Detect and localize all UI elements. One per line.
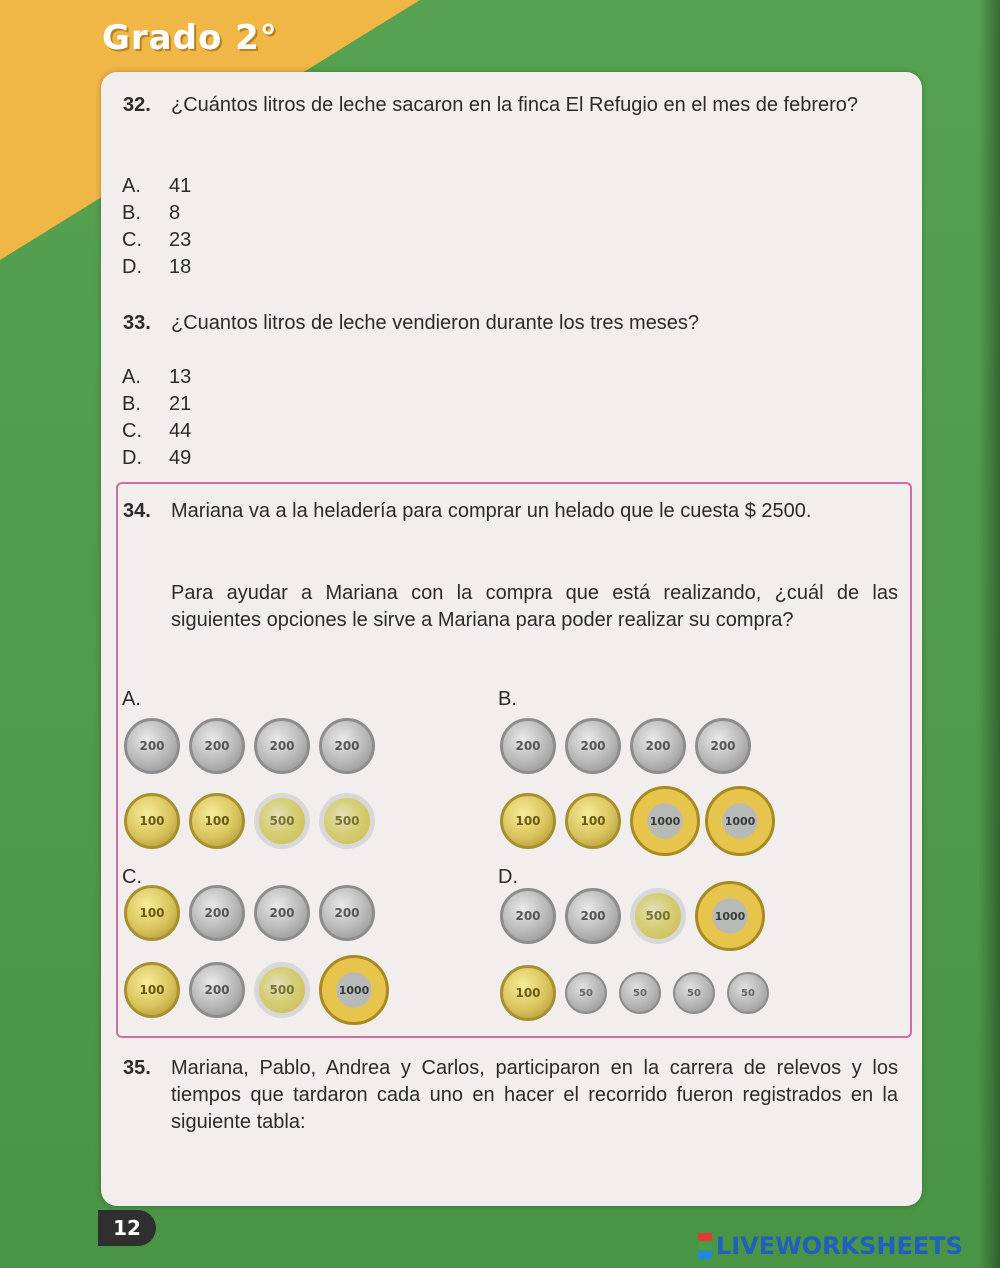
- liveworksheets-logo: [698, 1232, 963, 1260]
- watermark-text: LIVEWORKSHEETS: [716, 1232, 963, 1260]
- coin-200-icon: 200: [500, 888, 556, 944]
- coin-100-icon: 100: [124, 885, 180, 941]
- option-c-label[interactable]: C.: [122, 866, 142, 888]
- coin-200-icon: 200: [254, 885, 310, 941]
- option-d-label[interactable]: D.: [498, 866, 518, 888]
- coin-200-icon: 200: [189, 962, 245, 1018]
- question-text: ¿Cuántos litros de leche sacaron en la finca El Refugio en el mes de febrero?: [171, 94, 859, 116]
- coin-1000-icon: 1000: [319, 955, 389, 1025]
- coin-1000-icon: 1000: [630, 786, 700, 856]
- coin-500-icon: 500: [319, 793, 375, 849]
- coin-50-icon: 50: [565, 972, 607, 1014]
- question-text: Mariana va a la heladería para comprar un helado que le cuesta $ 2500.: [171, 500, 812, 522]
- coin-100-icon: 100: [189, 793, 245, 849]
- question-number: 34.: [123, 500, 151, 522]
- coin-200-icon: 200: [695, 718, 751, 774]
- coin-200-icon: 200: [565, 718, 621, 774]
- coin-200-icon: 200: [319, 718, 375, 774]
- question-text: Para ayudar a Mariana con la compra que está realizando, ¿cuál de las siguientes opciones le sirve a Mariana para poder realizar su compra?: [171, 582, 898, 631]
- question-number: 33.: [123, 312, 151, 334]
- question-33: [123, 310, 898, 340]
- question-number: 32.: [123, 94, 151, 116]
- coin-200-icon: 200: [630, 718, 686, 774]
- question-number: 35.: [123, 1057, 151, 1079]
- coin-200-icon: 200: [189, 718, 245, 774]
- coin-100-icon: 100: [124, 793, 180, 849]
- coin-1000-icon: 1000: [695, 881, 765, 951]
- option-a-label[interactable]: A.: [122, 688, 141, 710]
- coin-200-icon: 200: [565, 888, 621, 944]
- coin-100-icon: 100: [500, 793, 556, 849]
- coin-1000-icon: 1000: [705, 786, 775, 856]
- question-34-prompt: [171, 580, 898, 665]
- coin-200-icon: 200: [189, 885, 245, 941]
- coin-200-icon: 200: [319, 885, 375, 941]
- question-35: [123, 1055, 898, 1140]
- question-text: Mariana, Pablo, Andrea y Carlos, participaron en la carrera de relevos y los tiempos que tardaron cada uno en hacer el recorrido fueron registrados en la siguiente tabla:: [171, 1057, 898, 1133]
- coin-200-icon: 200: [124, 718, 180, 774]
- page-number: 12: [98, 1210, 156, 1246]
- grade-title: Grado 2°: [102, 18, 278, 58]
- question-text: ¿Cuantos litros de leche vendieron durante los tres meses?: [171, 312, 700, 334]
- liveworksheets-icon: [698, 1233, 712, 1259]
- question-32: [123, 92, 898, 152]
- coin-50-icon: 50: [619, 972, 661, 1014]
- coin-500-icon: 500: [630, 888, 686, 944]
- coin-100-icon: 100: [124, 962, 180, 1018]
- page-binding-shadow: [978, 0, 1000, 1268]
- coin-500-icon: 500: [254, 962, 310, 1018]
- coin-200-icon: 200: [254, 718, 310, 774]
- option-b-label[interactable]: B.: [498, 688, 517, 710]
- coin-500-icon: 500: [254, 793, 310, 849]
- coin-50-icon: 50: [727, 972, 769, 1014]
- coin-100-icon: 100: [565, 793, 621, 849]
- coin-100-icon: 100: [500, 965, 556, 1021]
- question-34: [123, 498, 898, 558]
- coin-50-icon: 50: [673, 972, 715, 1014]
- coin-200-icon: 200: [500, 718, 556, 774]
